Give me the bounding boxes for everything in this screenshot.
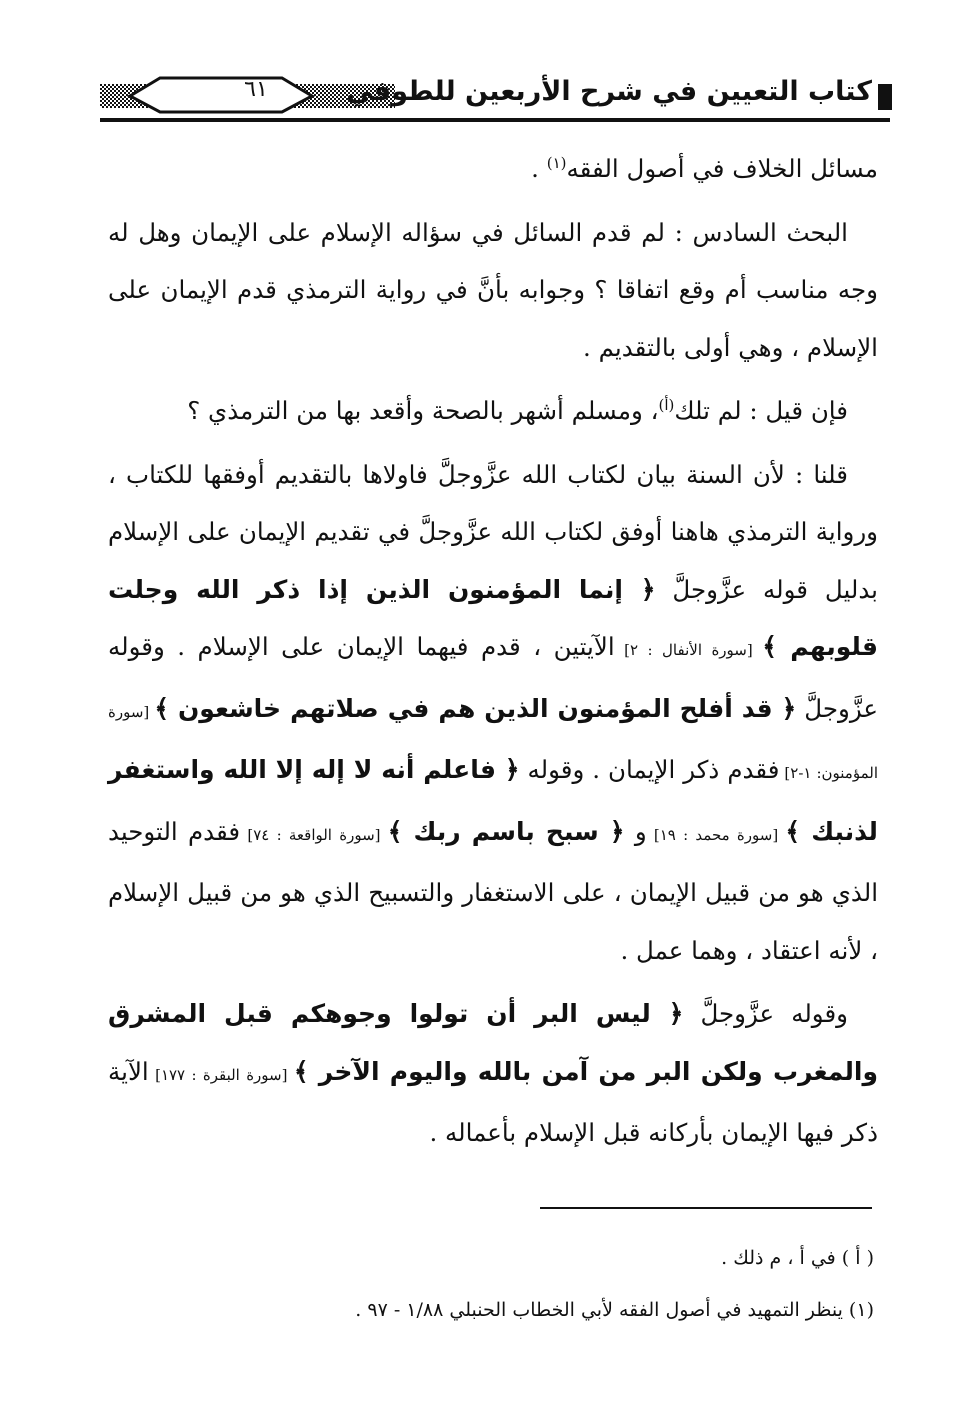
footnotes [108, 1232, 874, 1336]
footnote-rule [540, 1207, 872, 1209]
verse-reference: [سورة الواقعة : ٧٤] [240, 825, 388, 844]
verse-reference: [سورة محمد : ١٩] [646, 825, 786, 844]
page-number: ٦١ [244, 77, 268, 102]
footnote-marker: (أ) [658, 395, 675, 414]
header-rule [100, 118, 890, 122]
paragraph-answer: قلنا : لأن السنة بيان لكتاب الله عزَّوجلَّ فاولاها بالتقديم أوفقها للكتاب ، ورواية الترمذي هاهنا أوفق لكتاب الله عزَّوجلَّ في تقديم الإيمان على الإسلام بدليل قوله عزَّوجلَّ ﴿ إنما المؤمنون الذين إذا ذكر الله وجلت قلوبهم ﴾ [سورة الأنفال : ٢] الآيتين ، قدم فيهما الإيمان على الإسلام . وقوله عزَّوجلَّ ﴿ قد أفلح المؤمنون الذين هم في صلاتهم خاشعون ﴾ [سورة المؤمنون: ١-٢] فقدم ذكر الإيمان . وقوله ﴿ فاعلم أنه لا إله إلا الله واستغفر لذنبك ﴾ [سورة محمد : ١٩] و ﴿ سبح باسم ربك ﴾ [سورة الواقعة : ٧٤] فقدم التوحيد الذي هو من قبيل الإيمان ، على الاستغفار والتسبيح الذي هو من قبيل الإسلام ، لأنه اعتقاد ، وهما عمل . [108, 459, 879, 965]
paragraph-continuation: مسائل الخلاف في أصول الفقه$^{(١)}$ . [531, 153, 878, 183]
footnote-variant: ( أ ) في أ ، م ذلك . [721, 1247, 874, 1269]
running-header [100, 62, 890, 128]
quran-verse: ﴿ سبح باسم ربك ﴾ [387, 816, 625, 846]
verse-reference: [سورة البقرة : ١٧٧] [148, 1065, 294, 1084]
quran-verse: ﴿ إنما المؤمنون الذين إذا ذكر الله وجلت قلوبهم ﴾ [108, 574, 878, 661]
verse-reference: [سورة الأنفال : ٢] [614, 641, 763, 659]
main-text [108, 140, 878, 1162]
paragraph-birr-verse: وقوله عزَّوجلَّ ﴿ ليس البر أن تولوا وجوهكم قبل المشرق والمغرب ولكن البر من آمن بالله واليوم الآخر ﴾ [سورة البقرة : ١٧٧] الآية ذكر فيها الإيمان بأركانه قبل الإسلام بأعماله . [108, 999, 878, 1147]
quran-verse: ﴿ فاعلم أنه لا إله إلا الله واستغفر لذنبك ﴾ [108, 755, 878, 846]
verse-reference: [سورة المؤمنون: ١-٢] [108, 702, 878, 782]
book-title: كتاب التعيين في شرح الأربعين للطوفي [346, 76, 872, 107]
footnote-reference: (١) ينظر التمهيد في أصول الفقه لأبي الخطاب الحنبلي ١/٨٨ - ٩٧ . [355, 1299, 874, 1321]
paragraph-sixth-topic: البحث السادس : لم قدم السائل في سؤاله الإسلام على الإيمان وهل له وجه مناسب أم وقع اتفاقا ؟ وجوابه بأنَّ في رواية الترمذي قدم الإيمان على الإسلام ، وهي أولى بالتقديم . [108, 217, 878, 362]
footnote-marker: (١) [546, 153, 567, 172]
paragraph-objection: فإن قيل : لم تلك$^{(أ)}$، ومسلم أشهر بالصحة وأقعد بها من الترمذي ؟ [187, 395, 848, 425]
header-square-mark [878, 84, 892, 110]
quran-verse: ﴿ ليس البر أن تولوا وجوهكم قبل المشرق والمغرب ولكن البر من آمن بالله واليوم الآخر ﴾ [108, 999, 878, 1086]
quran-verse: ﴿ قد أفلح المؤمنون الذين هم في صلاتهم خاشعون ﴾ [154, 693, 797, 723]
